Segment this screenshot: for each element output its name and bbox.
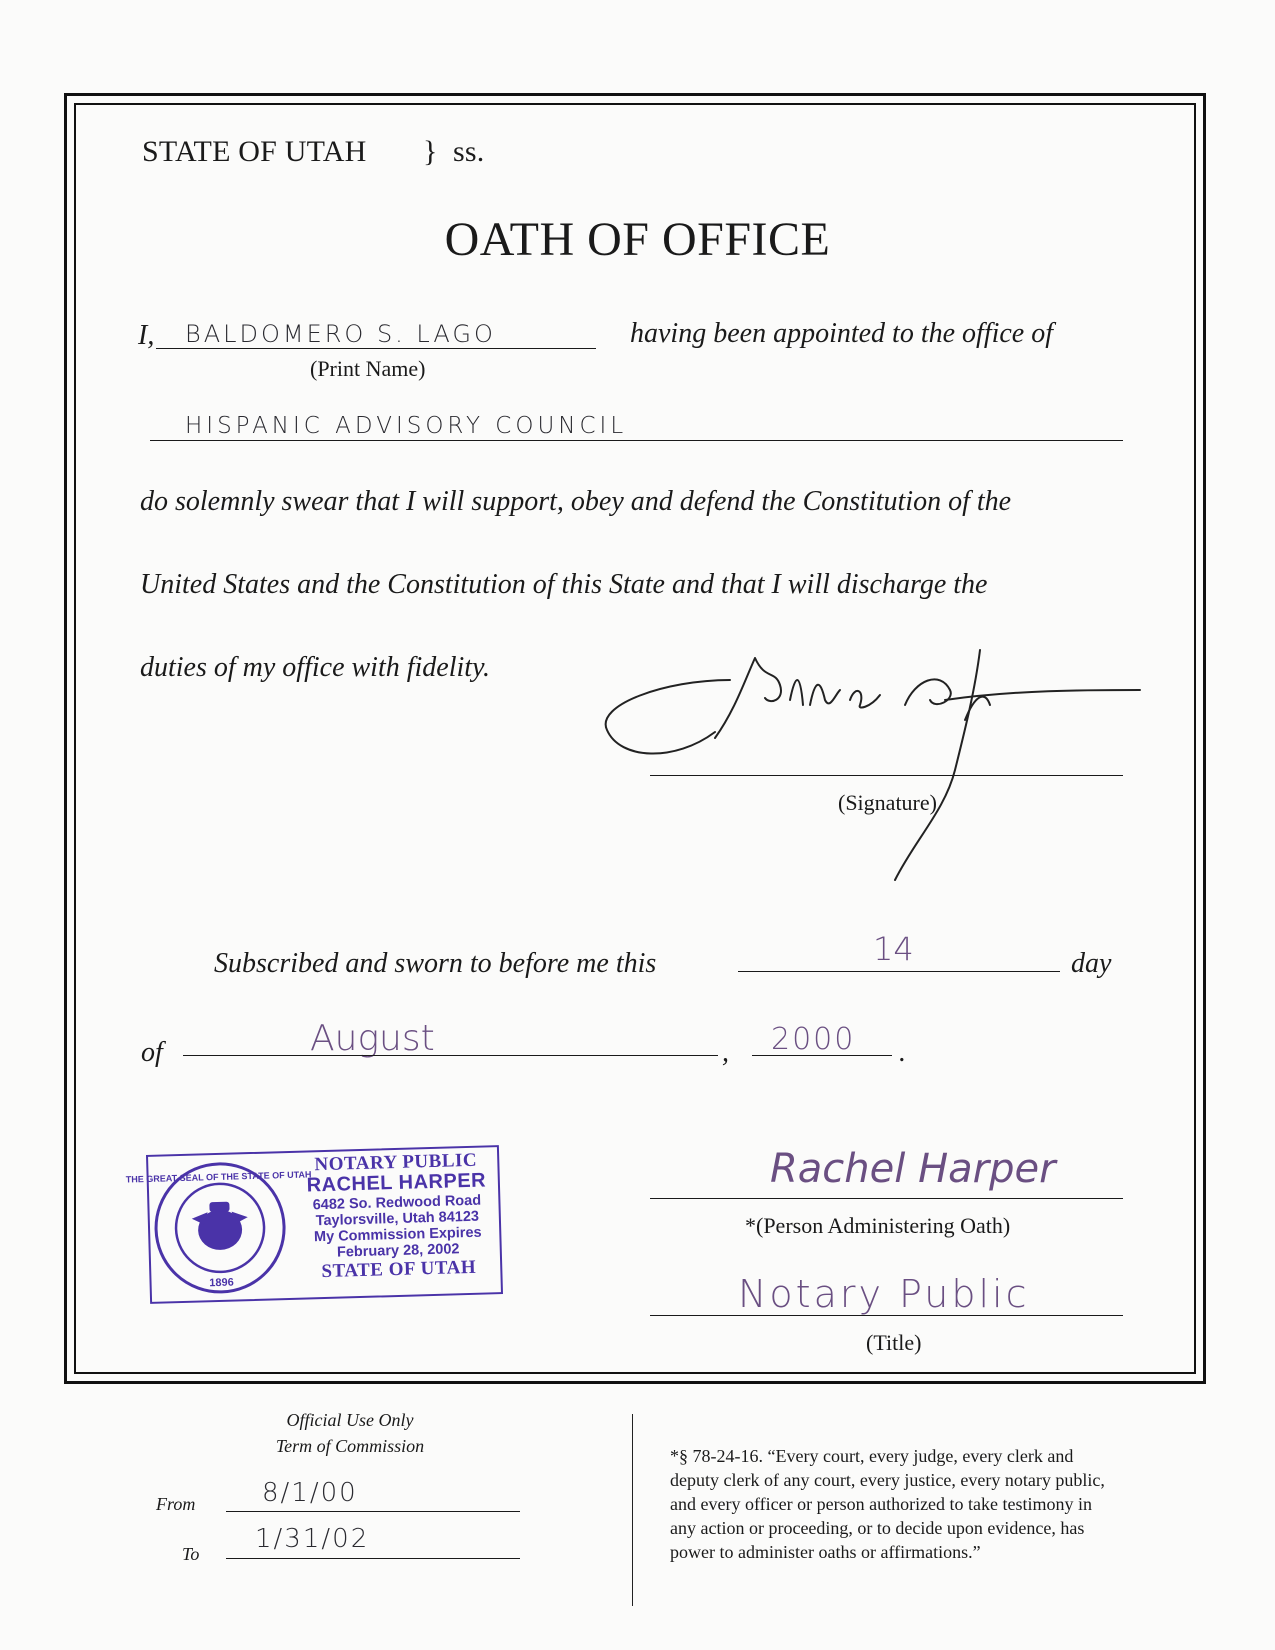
from-line xyxy=(226,1511,520,1512)
oath-line-2: United States and the Constitution of this State and that I will discharge the xyxy=(140,569,988,600)
statute-line-5: power to administer oaths or affirmations.” xyxy=(670,1542,981,1562)
statute-note xyxy=(670,1444,1210,1564)
term-heading: Term of Commission xyxy=(275,1436,425,1456)
office-value[interactable]: HISPANIC ADVISORY COUNCIL xyxy=(185,413,628,439)
appointee-signature-image xyxy=(595,650,1145,890)
sworn-year-value[interactable]: 2000 xyxy=(771,1022,856,1057)
document-title: OATH OF OFFICE xyxy=(444,213,831,266)
sworn-day-value[interactable]: 14 xyxy=(873,930,914,968)
to-value[interactable]: 1/31/02 xyxy=(255,1524,370,1554)
sworn-year-line xyxy=(752,1055,892,1056)
oath-line-1: do solemnly swear that I will support, obey and defend the Constitution of the xyxy=(140,486,1012,517)
notary-stamp xyxy=(125,1145,503,1304)
office-line xyxy=(150,440,1123,441)
official-use-heading: Official Use Only xyxy=(286,1410,414,1430)
statute-line-4: any action or proceeding, or to decide upon evidence, has xyxy=(670,1518,1085,1538)
title-label: (Title) xyxy=(866,1330,922,1355)
brace: } xyxy=(423,135,438,168)
prefix-i: I, xyxy=(138,320,155,351)
to-label: To xyxy=(182,1544,200,1564)
seal-year-text: 1896 xyxy=(209,1276,234,1290)
oath-line-3: duties of my office with fidelity. xyxy=(140,652,490,683)
stamp-line-2: RACHEL HARPER xyxy=(306,1169,487,1197)
state-heading: STATE OF UTAH xyxy=(142,135,367,168)
print-name-line xyxy=(156,348,596,349)
print-name-label: (Print Name) xyxy=(310,356,426,381)
stamp-line-7: STATE OF UTAH xyxy=(321,1256,477,1283)
of-prefix: of xyxy=(141,1037,163,1068)
stamp-line-1: NOTARY PUBLIC xyxy=(314,1149,478,1176)
statute-line-3: and every officer or person authorized to take testimony in xyxy=(670,1494,1093,1514)
stamp-line-4: Taylorsville, Utah 84123 xyxy=(315,1208,480,1230)
state-seal-image xyxy=(125,1158,312,1298)
sworn-month-value[interactable]: August xyxy=(310,1018,435,1059)
period: . xyxy=(899,1037,906,1068)
sworn-day-line xyxy=(738,971,1060,972)
signature-line xyxy=(650,775,1123,776)
seal-ring-text: THE GREAT SEAL OF THE STATE OF UTAH xyxy=(125,1169,312,1185)
to-line xyxy=(226,1558,520,1559)
stamp-line-5: My Commission Expires xyxy=(313,1224,482,1246)
title-line xyxy=(650,1315,1123,1316)
signature-label: (Signature) xyxy=(838,790,937,815)
footer-divider xyxy=(632,1414,633,1606)
stamp-line-3: 6482 So. Redwood Road xyxy=(312,1192,482,1214)
print-name-value[interactable]: BALDOMERO S. LAGO xyxy=(185,320,496,348)
title-value[interactable]: Notary Public xyxy=(738,1272,1030,1316)
day-suffix: day xyxy=(1071,948,1112,979)
administrator-label: *(Person Administering Oath) xyxy=(745,1213,1011,1238)
statute-line-1: *§ 78-24-16. “Every court, every judge, every clerk and xyxy=(670,1446,1074,1466)
sworn-month-line xyxy=(183,1055,718,1056)
from-label: From xyxy=(156,1494,196,1514)
statute-line-2: deputy clerk of any court, every justice, every notary public, xyxy=(670,1470,1105,1490)
appointed-text: having been appointed to the office of xyxy=(630,318,1054,349)
administrator-signature[interactable]: Rachel Harper xyxy=(770,1146,1056,1192)
sworn-text: Subscribed and sworn to before me this xyxy=(214,948,657,979)
comma: , xyxy=(722,1037,729,1068)
from-value[interactable]: 8/1/00 xyxy=(262,1478,358,1508)
administrator-line xyxy=(650,1198,1123,1199)
ss-label: ss. xyxy=(453,135,485,168)
stamp-line-6: February 28, 2002 xyxy=(336,1241,460,1261)
